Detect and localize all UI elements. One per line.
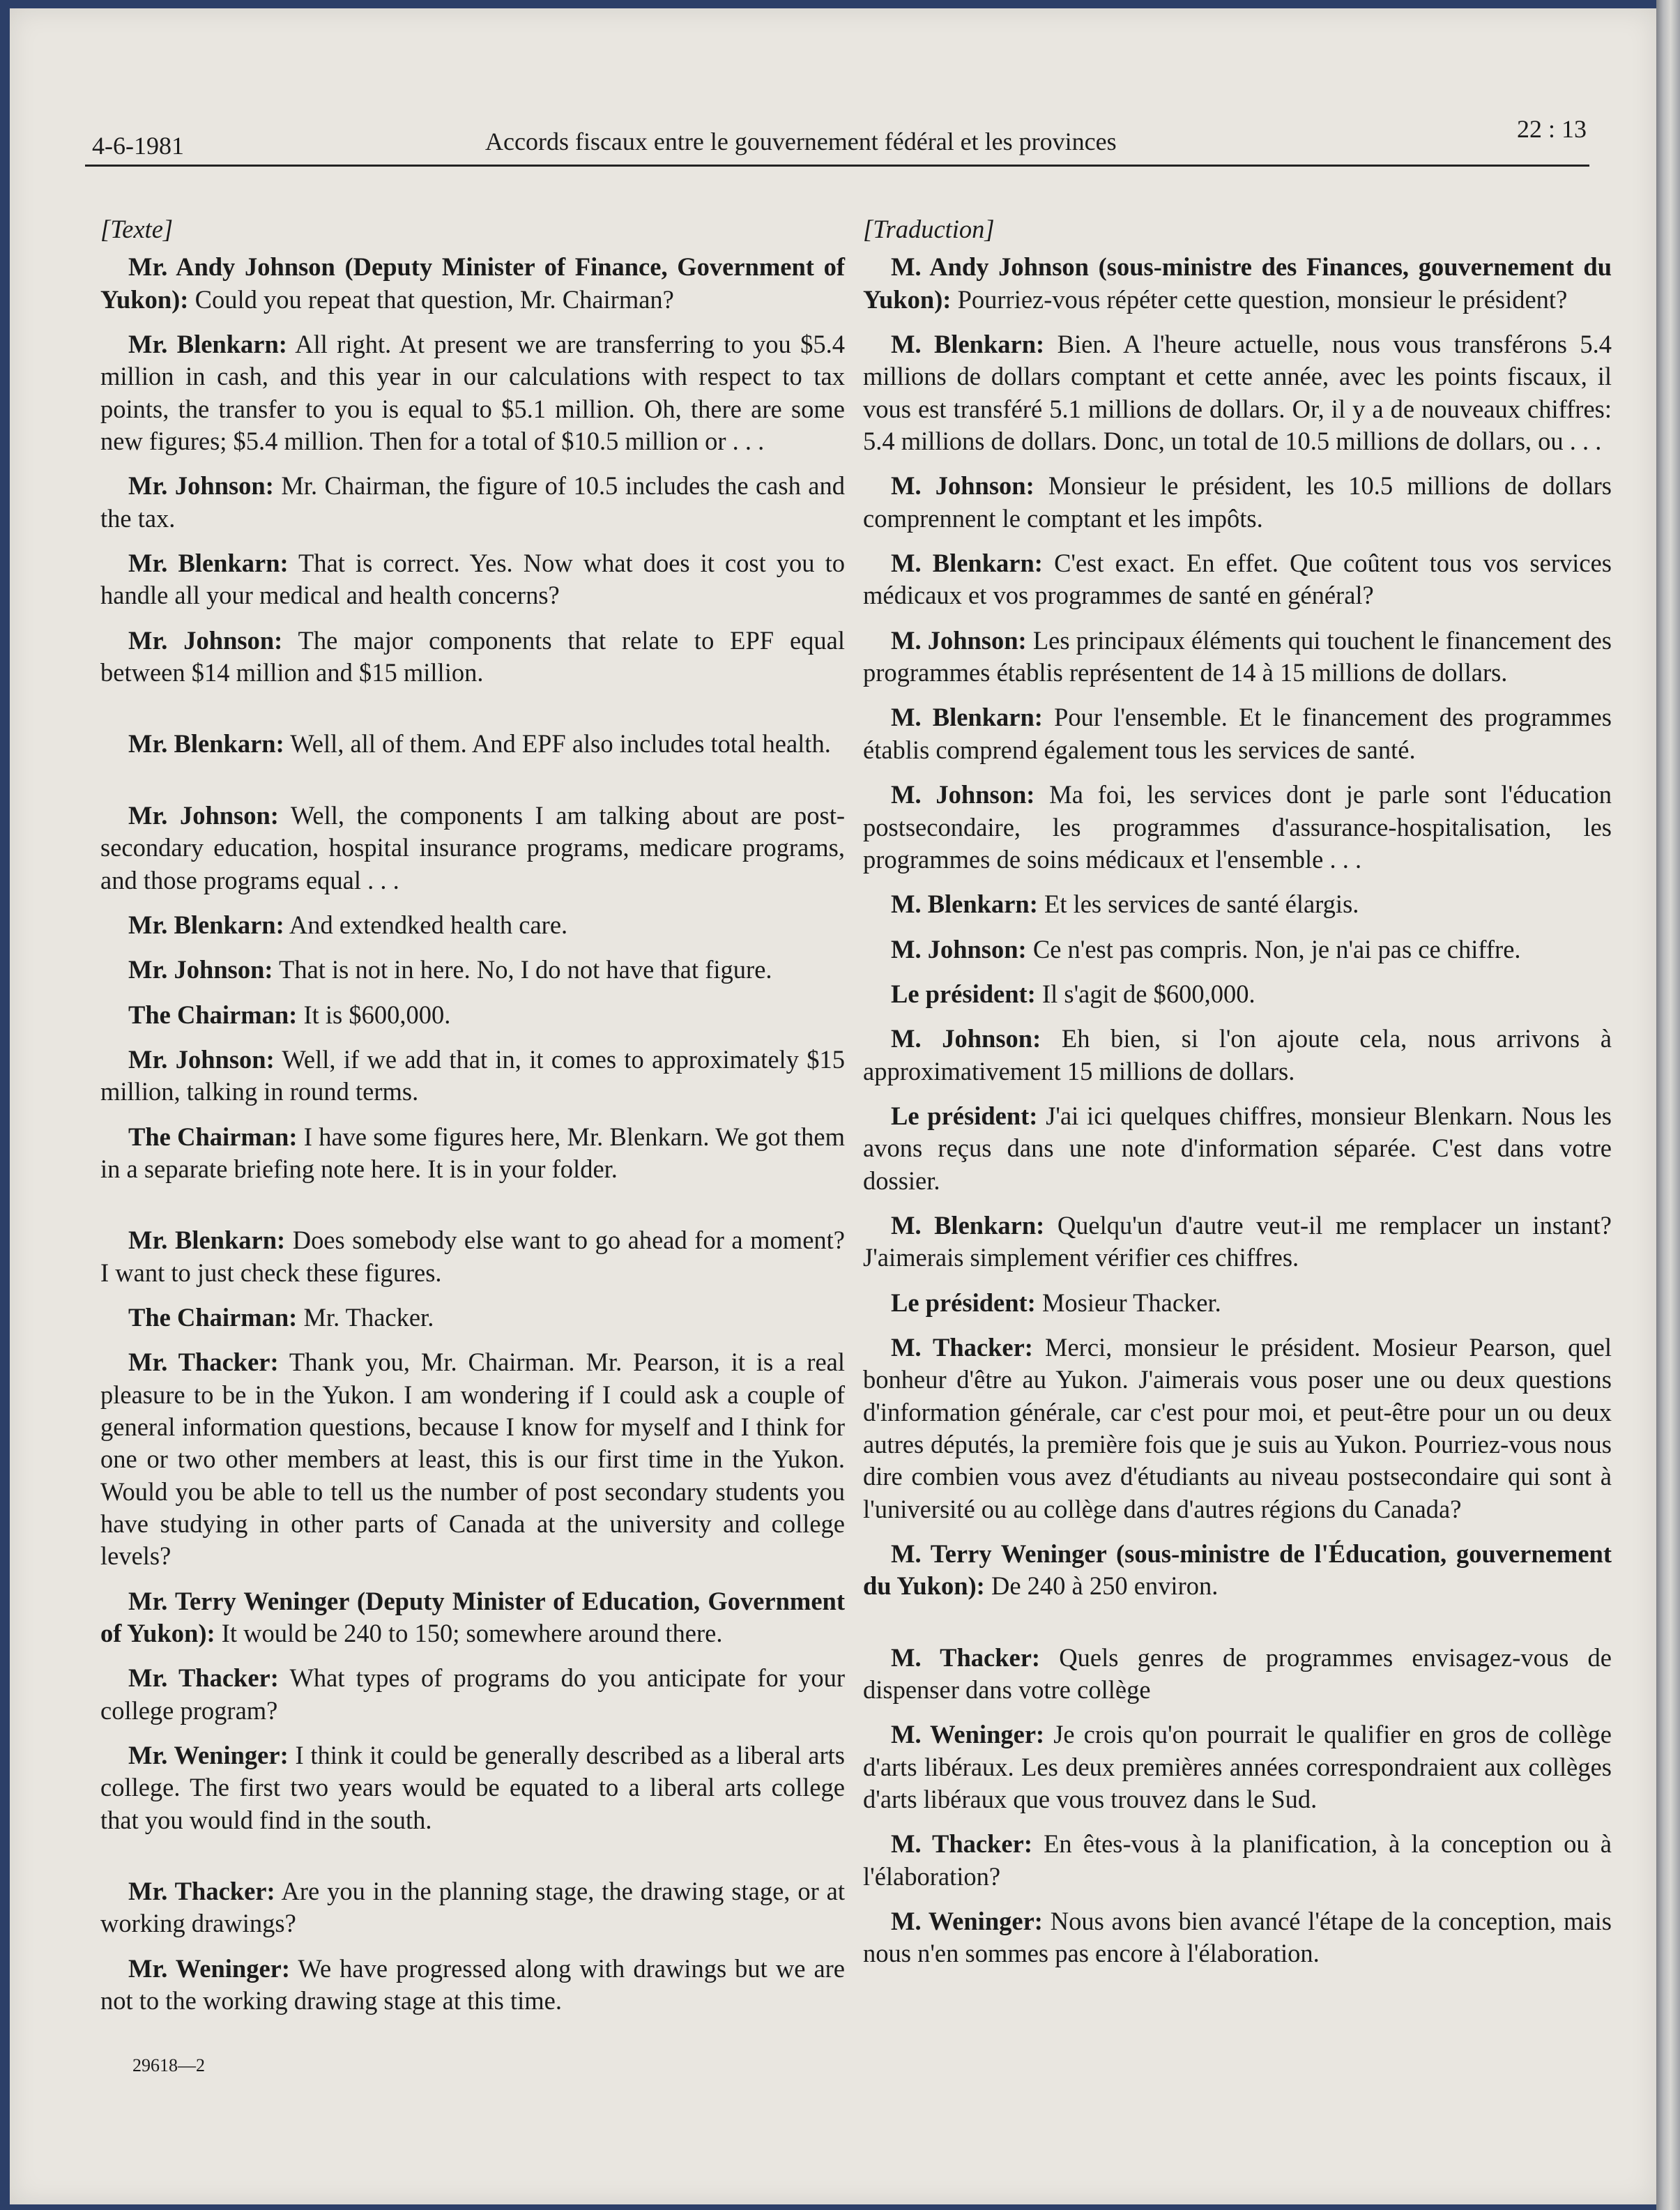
transcript-paragraph [863, 1100, 1612, 1197]
spacer [100, 701, 845, 728]
speech-text: Il s'agit de $600,000. [1035, 979, 1255, 1008]
spacer [100, 1198, 845, 1224]
speaker-name: Mr. Thacker: [128, 1877, 275, 1906]
transcript-paragraph [863, 933, 1612, 966]
speaker-name: Mr. Thacker: [128, 1663, 279, 1693]
speech-text: What types of programs do you anticipate for your college program? [100, 1663, 845, 1725]
speech-text: Nous avons bien avancé l'étape de la conception, mais nous n'en sommes pas encore à l'élaboration. [863, 1907, 1612, 1968]
transcript-paragraph [100, 625, 845, 689]
speech-text: De 240 à 250 environ. [984, 1571, 1219, 1601]
speech-text: En êtes-vous à la planification, à la conception ou à l'élaboration? [863, 1829, 1612, 1891]
speaker-name: Mr. Blenkarn: [128, 330, 287, 359]
speech-text: C'est exact. En effet. Que coûtent tous vos services médicaux et vos programmes de santé en général? [863, 549, 1612, 610]
speaker-name: M. Terry Weninger (sous-ministre de l'Éducation, gouvernement du Yukon): [863, 1539, 1612, 1601]
speaker-name: M. Andy Johnson (sous-ministre des Finances, gouvernement du Yukon): [863, 252, 1612, 314]
speech-text: Et les services de santé élargis. [1037, 890, 1359, 919]
transcript-paragraph [863, 625, 1612, 689]
speech-text: Well, the components I am talking about are post-secondary education, hospital insurance programs, medicare programs, and those programs equal . . . [100, 800, 845, 894]
speech-text: Ma foi, les services dont je parle sont l'éducation postsecondaire, les programmes d'assurance-hospitalisation, les programmes de soins médicaux et l'ensemble . . . [863, 780, 1612, 874]
speech-text: Je crois qu'on pourrait le qualifier en gros de collège d'arts libéraux. Les deux premières années correspondraient aux collèges d'arts libéraux que vous trouvez dans le Sud. [863, 1720, 1612, 1814]
speech-text: Ce n'est pas compris. Non, je n'ai pas ce chiffre. [1026, 934, 1521, 963]
transcript-paragraph [863, 888, 1612, 920]
speech-text: Quels genres de programmes envisagez-vous de dispenser dans votre collège [863, 1643, 1612, 1705]
transcript-paragraph [100, 1585, 845, 1650]
speaker-name: The Chairman: [128, 1000, 298, 1029]
transcript-paragraph [863, 1023, 1612, 1088]
speech-text: Quelqu'un d'autre veut-il me remplacer un instant? J'aimerais simplement vérifier ces chiffres. [863, 1210, 1612, 1272]
speaker-name: Mr. Andy Johnson (Deputy Minister of Finance, Government of Yukon): [100, 252, 845, 314]
speaker-name: M. Thacker: [891, 1643, 1041, 1672]
transcript-paragraph [100, 728, 845, 760]
transcript-paragraph [100, 1953, 845, 2018]
speech-text: That is correct. Yes. Now what does it cost you to handle all your medical and health concerns? [100, 549, 845, 610]
transcript-paragraph [100, 1346, 845, 1572]
transcript-paragraph [100, 1662, 845, 1727]
transcript-paragraph [863, 1905, 1612, 1970]
speaker-name: Mr. Blenkarn: [128, 1226, 286, 1255]
transcript-paragraph [100, 1739, 845, 1836]
transcript-paragraph [100, 999, 845, 1031]
speaker-name: M. Blenkarn: [891, 1210, 1045, 1240]
header-date: 4-6-1981 [92, 132, 184, 160]
speech-text: Does somebody else want to go ahead for a moment? I want to just check these figures. [100, 1226, 845, 1287]
speaker-name: The Chairman: [128, 1302, 298, 1332]
speaker-name: Mr. Weninger: [128, 1953, 291, 1983]
french-column [863, 213, 1612, 1983]
speech-text: Eh bien, si l'on ajoute cela, nous arrivons à approximativement 15 millions de dollars. [863, 1024, 1612, 1085]
transcript-paragraph [100, 1121, 845, 1186]
transcript-paragraph [863, 470, 1612, 535]
document-page [10, 8, 1656, 2204]
transcript-paragraph [100, 251, 845, 316]
speaker-name: Mr. Johnson: [128, 955, 273, 984]
transcript-paragraph [100, 470, 845, 535]
speaker-name: M. Johnson: [891, 625, 1027, 655]
speaker-name: M. Johnson: [891, 934, 1027, 963]
transcript-paragraph [100, 1224, 845, 1289]
speech-text: Are you in the planning stage, the drawing stage, or at working drawings? [100, 1877, 846, 1938]
transcript-paragraph [100, 1044, 845, 1108]
speech-text: All right. At present we are transferring to you $5.4 million in cash, and this year in our calculations with respect to tax points, the transfer to you is equal to $5.1 million. Oh, there are some new figures; $5.4 million. Then for a total of $10.5 million or . . . [100, 330, 845, 456]
speech-text: It would be 240 to 150; somewhere around there. [215, 1619, 723, 1648]
speaker-name: M. Blenkarn: [891, 549, 1043, 578]
speaker-name: Mr. Johnson: [128, 625, 283, 655]
speech-text: Merci, monsieur le président. Mosieur Pearson, quel bonheur d'être au Yukon. J'aimerais vous poser une ou deux questions d'information générale, car c'est pour moi, et peut-être pour un ou deux autres députés, la première fois que je suis au Yukon. Pourriez-vous nous dire combien vous avez d'étudiants au niveau postsecondaire qui sont à l'université ou au collège dans d'autres régions du Canada? [863, 1332, 1612, 1523]
speaker-name: Mr. Blenkarn: [128, 910, 284, 939]
speech-text: Well, all of them. And EPF also includes total health. [284, 729, 831, 759]
speaker-name: Le président: [891, 1288, 1036, 1317]
speech-text: Mr. Thacker. [297, 1302, 434, 1332]
transcript-paragraph [100, 954, 845, 986]
transcript-paragraph [863, 1828, 1612, 1893]
speaker-name: M. Johnson: [891, 780, 1035, 809]
language-label-french: [Traduction] [863, 215, 995, 243]
transcript-paragraph [100, 1302, 845, 1334]
page-edge [1656, 0, 1680, 2210]
speech-text: Mr. Chairman, the figure of 10.5 includes the cash and the tax. [100, 471, 845, 533]
speech-text: Well, if we add that in, it comes to approximately $15 million, talking in round terms. [100, 1044, 845, 1106]
speaker-name: Mr. Blenkarn: [128, 549, 289, 578]
speech-text: J'ai ici quelques chiffres, monsieur Blenkarn. Nous les avons reçus dans une note d'information séparée. C'est dans votre dossier. [863, 1101, 1612, 1195]
transcript-paragraph [100, 328, 845, 457]
speech-text: And extendked health care. [284, 910, 568, 939]
speech-text: We have progressed along with drawings but we are not to the working drawing stage at this time. [100, 1953, 846, 2015]
speech-text: I think it could be generally described as a liberal arts college. The first two years would be equated to a liberal arts college that you would find in the south. [100, 1741, 845, 1834]
running-header [85, 115, 1589, 167]
transcript-paragraph [100, 909, 845, 941]
speaker-name: M. Weninger: [891, 1907, 1043, 1936]
speech-text: Monsieur le président, les 10.5 millions de dollars comprennent le comptant et les impôts. [863, 471, 1612, 533]
speaker-name: M. Blenkarn: [891, 890, 1038, 919]
transcript-paragraph [863, 1538, 1612, 1603]
speaker-name: Mr. Weninger: [128, 1741, 289, 1770]
speaker-name: Mr. Johnson: [128, 1044, 275, 1074]
speaker-name: Mr. Johnson: [128, 471, 274, 501]
speech-text: That is not in here. No, I do not have that figure. [273, 955, 772, 984]
transcript-paragraph [863, 251, 1612, 316]
speech-text: Les principaux éléments qui touchent le financement des programmes établis représentent de 14 à 15 millions de dollars. [863, 625, 1612, 687]
speech-text: Could you repeat that question, Mr. Chairman? [188, 284, 674, 314]
speech-text: I have some figures here, Mr. Blenkarn. We got them in a separate briefing note here. It is in your folder. [100, 1122, 845, 1183]
transcript-paragraph [100, 1875, 845, 1940]
english-column [100, 213, 845, 2029]
speaker-name: M. Johnson: [891, 1024, 1041, 1053]
spacer [100, 1849, 845, 1875]
speech-text: Thank you, Mr. Chairman. Mr. Pearson, it is a real pleasure to be in the Yukon. I am wondering if I could ask a couple of general information questions, because I know for myself and I think for one or two other members at least, this is our first time in the Yukon. Would you be able to tell us the number of post secondary students you have studying in other parts of Canada at the university and college levels? [100, 1348, 845, 1571]
header-title: Accords fiscaux entre le gouvernement fédéral et les provinces [485, 128, 1117, 155]
speech-text: Bien. A l'heure actuelle, nous vous transférons 5.4 millions de dollars comptant et cette année, avec les points fiscaux, il vous est transféré 5.1 millions de dollars. Or, il y a de nouveaux chiffres: 5.4 millions de dollars. Donc, un total de 10.5 millions de dollars, ou . . . [863, 330, 1612, 456]
speaker-name: Le président: [891, 1101, 1038, 1130]
spacer [863, 1615, 1612, 1642]
speech-text: Pourriez-vous répéter cette question, monsieur le président? [951, 284, 1568, 314]
transcript-paragraph [863, 978, 1612, 1010]
speaker-name: M. Blenkarn: [891, 330, 1045, 359]
transcript-paragraph [863, 1332, 1612, 1525]
speaker-name: M. Blenkarn: [891, 703, 1043, 732]
speaker-name: M. Thacker: [891, 1332, 1033, 1362]
print-code: 29618—2 [132, 2055, 205, 2075]
speaker-name: M. Johnson: [891, 471, 1034, 501]
transcript-paragraph [863, 1642, 1612, 1707]
speaker-name: Mr. Johnson: [128, 800, 279, 830]
speaker-name: Mr. Terry Weninger (Deputy Minister of Education, Government of Yukon): [100, 1586, 845, 1648]
language-label-english: [Texte] [100, 215, 174, 243]
speaker-name: Le président: [891, 979, 1036, 1008]
page-number: 22 : 13 [1516, 115, 1587, 143]
transcript-paragraph [863, 547, 1612, 612]
transcript-paragraph [863, 1719, 1612, 1815]
speech-text: The major components that relate to EPF equal between $14 million and $15 million. [100, 625, 845, 687]
speech-text: Pour l'ensemble. Et le financement des programmes établis comprend également tous les services de santé. [863, 703, 1612, 764]
speaker-name: Mr. Blenkarn: [128, 729, 284, 759]
speaker-name: The Chairman: [128, 1122, 298, 1151]
transcript-paragraph [863, 1287, 1612, 1319]
speaker-name: M. Thacker: [891, 1829, 1032, 1859]
speaker-name: Mr. Thacker: [128, 1348, 279, 1377]
speech-text: Mosieur Thacker. [1035, 1288, 1221, 1317]
speaker-name: M. Weninger: [891, 1720, 1045, 1749]
speech-text: It is $600,000. [297, 1000, 451, 1029]
transcript-paragraph [863, 1210, 1612, 1274]
transcript-paragraph [863, 779, 1612, 876]
transcript-paragraph [100, 547, 845, 612]
transcript-paragraph [863, 328, 1612, 457]
transcript-paragraph [863, 701, 1612, 766]
spacer [100, 773, 845, 800]
transcript-paragraph [100, 800, 845, 897]
